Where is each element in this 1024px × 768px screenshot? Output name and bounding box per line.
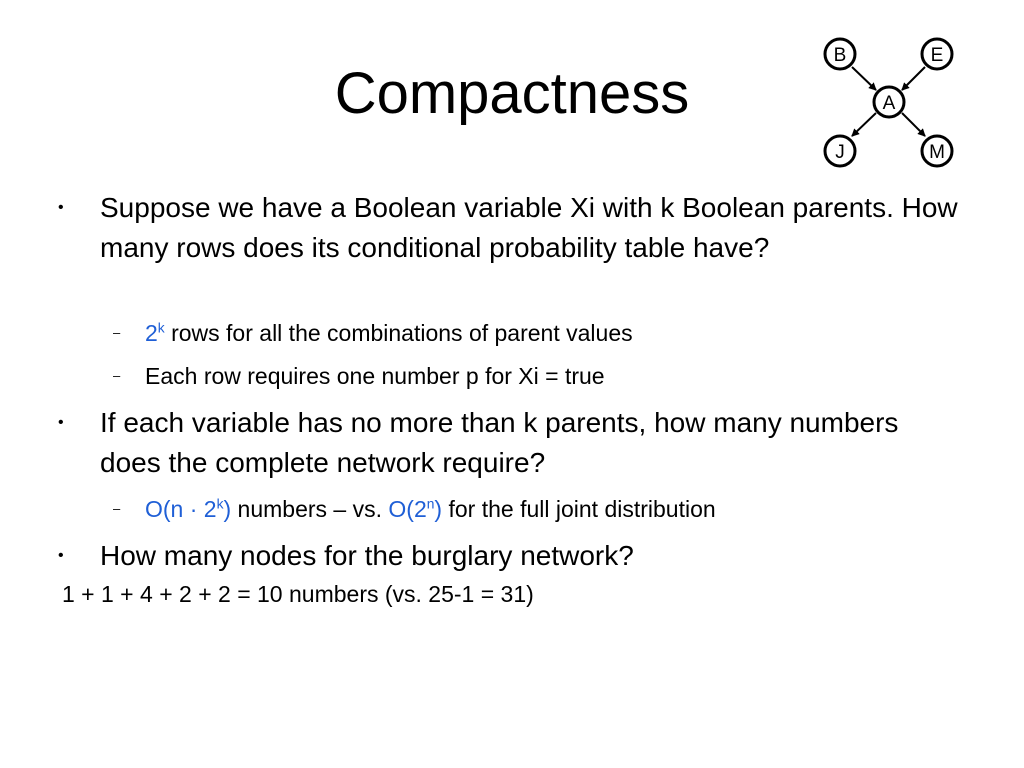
bullet-3 [58, 536, 960, 576]
edge-a-m [902, 113, 925, 136]
bullet-dot: • [58, 547, 64, 564]
sub-bullet-dash: – [113, 325, 121, 340]
node-m [922, 136, 952, 166]
node-e-label: E [930, 45, 944, 66]
edge-b-a [852, 67, 876, 90]
node-m-label: M [929, 142, 945, 163]
bullet-1-text: Suppose we have a Boolean variable Xi with k Boolean parents. How many rows does its conditional probability table have? [100, 192, 958, 263]
burglary-network-diagram [814, 30, 964, 175]
sub-bullet-1-1 [113, 318, 965, 348]
sub-bullet-1-2 [113, 361, 965, 391]
edge-a-j [852, 113, 876, 136]
sub-bullet-2-1 [113, 494, 965, 524]
sub-bullet-dash: – [113, 368, 121, 383]
edge-e-a [902, 67, 925, 90]
bullet-dot: • [58, 414, 64, 431]
highlight-o-n-2k: $O(n \cdot 2^k)$ [145, 496, 232, 522]
node-j [825, 136, 855, 166]
node-b-label: B [833, 45, 847, 66]
node-a-label: A [882, 93, 896, 114]
sub-bullet-1-1-text: rows for all the combinations of parent values [164, 320, 633, 346]
sub-bullet-2-1-rest: for the full joint distribution [442, 496, 716, 522]
node-a [874, 87, 904, 117]
answer-line: 1 + 1 + 4 + 2 + 2 = 10 numbers (vs. 25-1 = 31) [62, 581, 534, 607]
sub-bullet-2-1-mid: numbers – vs. [231, 496, 389, 522]
node-j-label: J [835, 142, 845, 163]
sub-bullet-dash: – [113, 501, 121, 516]
bullet-2 [58, 403, 960, 483]
sub-bullet-1-2-text: Each row requires one number p for Xi = true [145, 363, 605, 389]
highlight-o-2n: O(2$^n$) [388, 496, 443, 522]
highlight-2k: 2$^k$ [145, 320, 165, 346]
node-e [922, 39, 952, 69]
bullet-1 [58, 188, 960, 268]
slide-title: Compactness [334, 61, 690, 126]
bullet-dot: • [58, 199, 64, 216]
bullet-3-text: How many nodes for the burglary network? [100, 540, 634, 571]
node-b [825, 39, 855, 69]
bullet-2-text: If each variable has no more than k parents, how many numbers does the complete network require? [100, 407, 899, 478]
